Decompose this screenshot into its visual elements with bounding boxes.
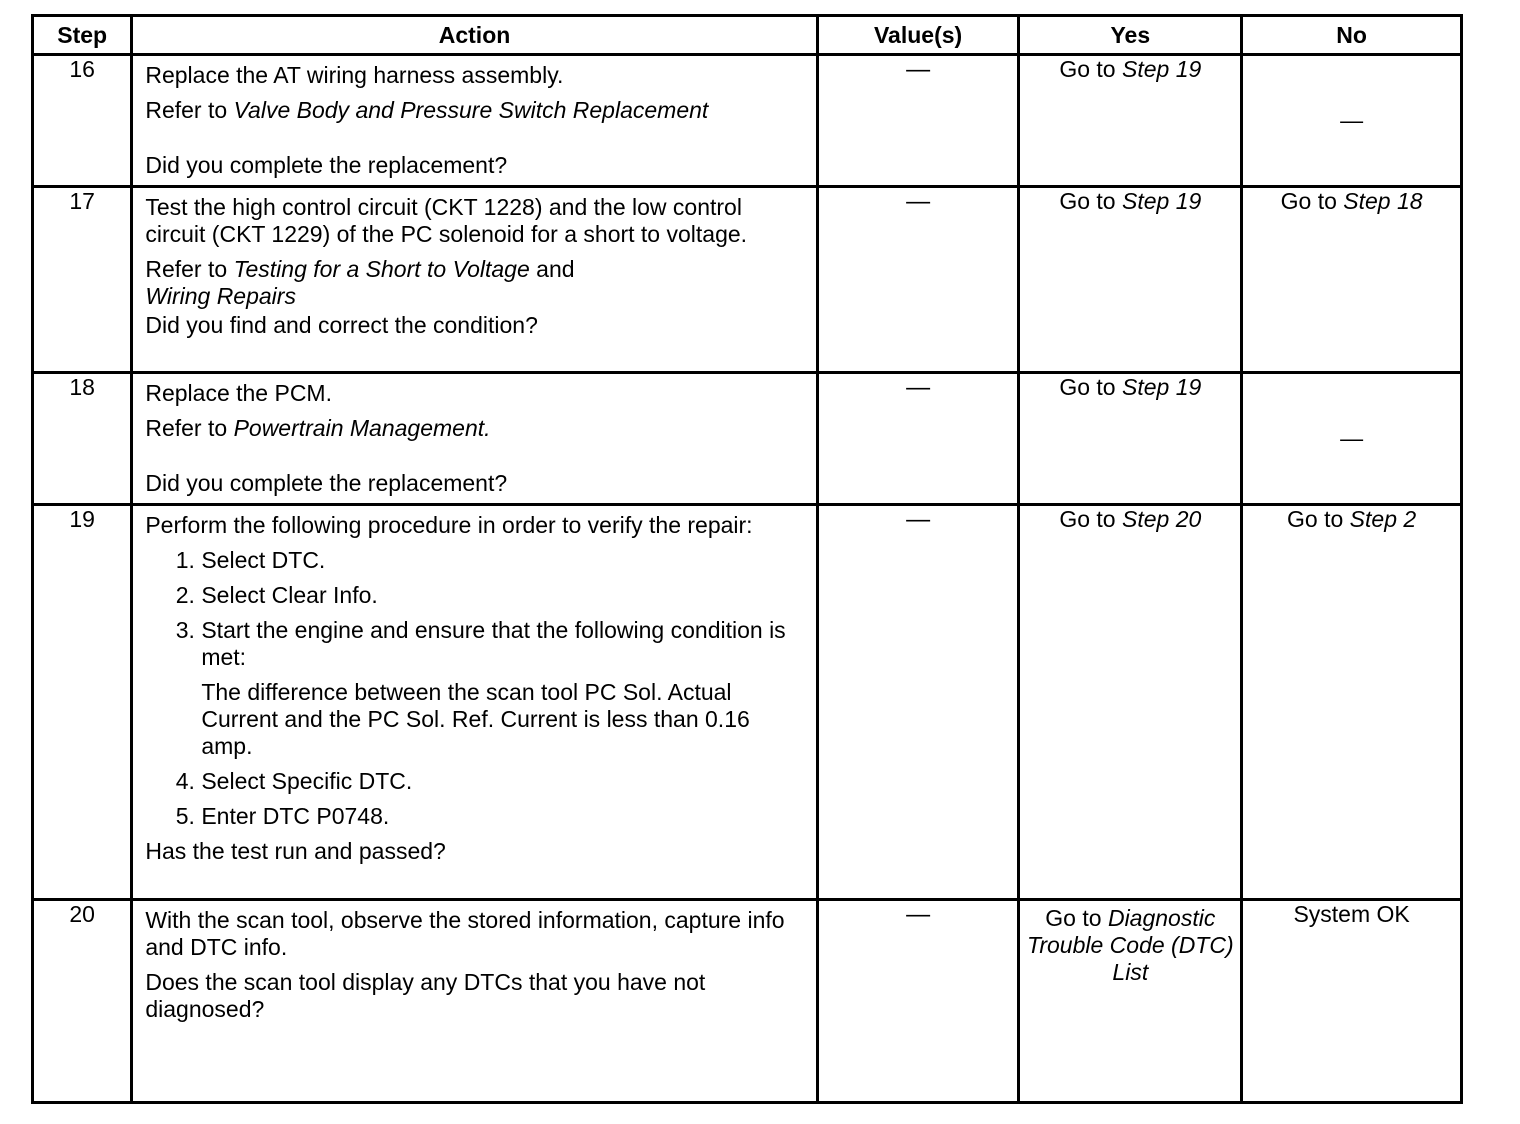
step-number: 20 [33,900,132,1103]
list-subtext: The difference between the scan tool PC Sol. Actual Current and the PC Sol. Ref. Current is less than 0.16 amp. [201,679,750,759]
table-row [33,373,1462,505]
action-reference: Refer to Testing for a Short to Voltage and Wiring Repairs [145,256,575,309]
yes-cell: Go to Diagnostic Trouble Code (DTC) List [1019,900,1242,1103]
step-number: 18 [33,373,132,505]
action-cell [132,187,817,373]
list-item: 5. Enter DTC P0748. [201,803,805,830]
yes-link[interactable]: Step 19 [1122,188,1202,214]
table-row [33,187,1462,373]
table-row [33,55,1462,187]
value-cell: — [817,373,1019,505]
reference-link[interactable]: Powertrain Management. [233,415,491,441]
value-cell: — [817,55,1019,187]
no-cell: System OK [1242,900,1462,1103]
no-cell: Go to Step 2 [1242,505,1462,900]
yes-cell: Go to Step 19 [1019,55,1242,187]
action-cell [132,900,817,1103]
table-row [33,900,1462,1103]
header-values: Value(s) [817,16,1019,55]
header-step: Step [33,16,132,55]
action-text: Replace the PCM. [145,380,332,406]
no-link[interactable]: Step 2 [1349,506,1417,532]
action-cell [132,55,817,187]
action-reference: Refer to Valve Body and Pressure Switch Replacement [145,97,709,123]
yes-cell: Go to Step 20 [1019,505,1242,900]
no-cell: — [1242,55,1462,187]
diagnostic-table [31,14,1463,1104]
value-cell: — [817,900,1019,1103]
value-cell: — [817,505,1019,900]
action-cell [132,505,817,900]
action-question: Did you complete the replacement? [145,470,508,496]
action-text: Replace the AT wiring harness assembly. [145,62,564,88]
step-number: 16 [33,55,132,187]
reference-link[interactable]: Wiring Repairs [145,283,296,309]
yes-cell: Go to Step 19 [1019,373,1242,505]
table-row [33,505,1462,900]
procedure-list [145,547,805,830]
action-text: With the scan tool, observe the stored information, capture info and DTC info. [145,907,785,960]
header-action: Action [132,16,817,55]
no-cell: — [1242,373,1462,505]
header-yes: Yes [1019,16,1242,55]
yes-link[interactable]: Step 20 [1122,506,1202,532]
step-number: 19 [33,505,132,900]
no-cell: Go to Step 18 [1242,187,1462,373]
action-question: Has the test run and passed? [145,838,446,864]
action-question: Does the scan tool display any DTCs that you have not diagnosed? [145,969,706,1022]
header-no: No [1242,16,1462,55]
header-row [33,16,1462,55]
action-reference: Refer to Powertrain Management. [145,415,491,441]
list-item: 1. Select DTC. [201,547,805,574]
reference-link[interactable]: Valve Body and Pressure Switch Replacement [233,97,709,123]
action-question: Did you find and correct the condition? [145,312,538,338]
action-text: Perform the following procedure in order to verify the repair: [145,512,753,538]
yes-cell: Go to Step 19 [1019,187,1242,373]
yes-link[interactable]: Diagnostic Trouble Code (DTC) List [1027,905,1234,985]
value-cell: — [817,187,1019,373]
list-item: 3. Start the engine and ensure that the following condition is met: The difference between the scan tool PC Sol. Actual Current and the PC Sol. Ref. Current is less than 0.16 amp. [201,617,805,760]
action-cell [132,373,817,505]
action-question: Did you complete the replacement? [145,152,508,178]
reference-link[interactable]: Testing for a Short to Voltage [233,256,530,282]
list-item: 2. Select Clear Info. [201,582,805,609]
yes-link[interactable]: Step 19 [1122,374,1202,400]
action-text: Test the high control circuit (CKT 1228) and the low control circuit (CKT 1229) of the PC solenoid for a short to voltage. [145,194,748,247]
list-item: 4. Select Specific DTC. [201,768,805,795]
step-number: 17 [33,187,132,373]
no-link[interactable]: Step 18 [1343,188,1423,214]
yes-link[interactable]: Step 19 [1122,56,1202,82]
